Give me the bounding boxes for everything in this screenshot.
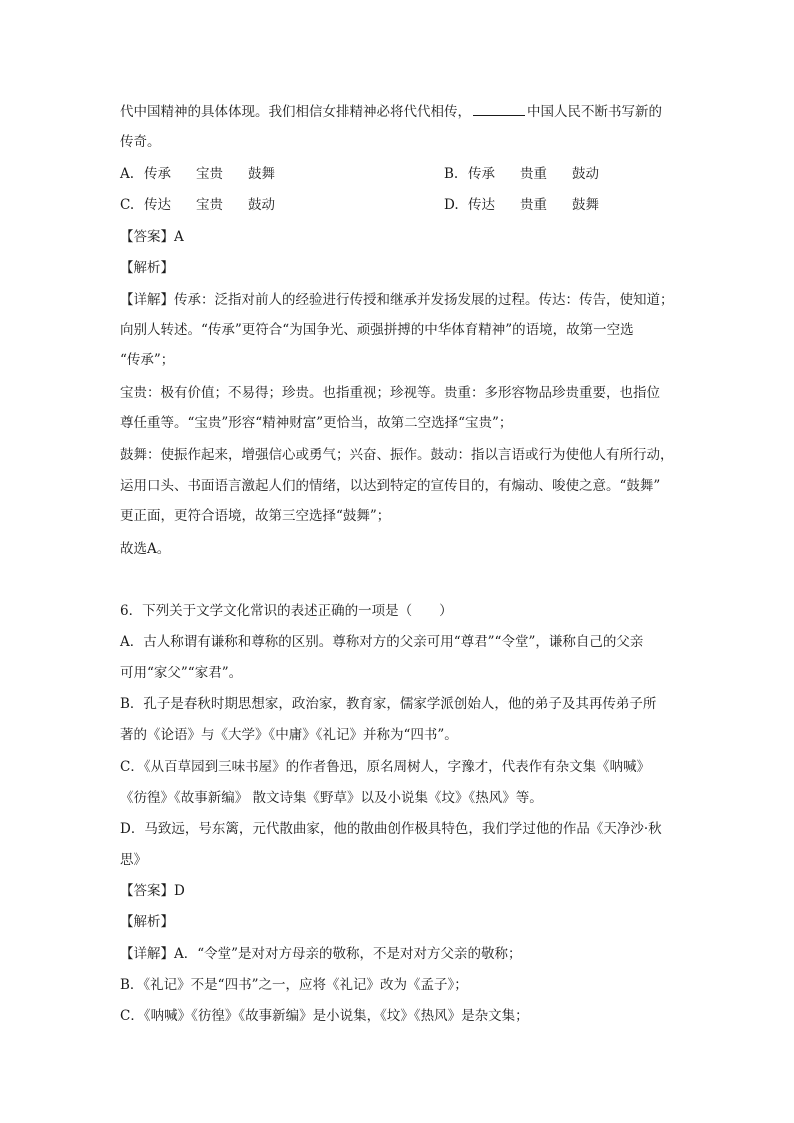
q5-answer: 【答案】A — [120, 229, 184, 245]
q5-option-a: A. 传承 宝贵 鼓舞 — [120, 166, 275, 182]
q5-detail-line: “传承”； — [120, 352, 175, 368]
q5-stem-text-a: 代中国精神的具体体现。我们相信女排精神必将代代相传， — [120, 104, 471, 120]
q6-option-line: 可用“家父”“家君”。 — [120, 665, 243, 681]
q6-detail-line: B．《礼记》不是“四书”之一，应将《礼记》改为《孟子》； — [120, 977, 468, 993]
q5-detail-line: 【详解】传承：泛指对前人的经验进行传授和继承并发扬发展的过程。传达：传告，使知道； — [120, 292, 674, 308]
q6-option-line: 思》 — [120, 852, 147, 868]
q5-stem-line-1 — [120, 101, 662, 122]
q6-detail-line: 【详解】A．“令堂”是对对方母亲的敬称，不是对对方父亲的敬称； — [120, 946, 522, 962]
q6-option-line: B．孔子是春秋时期思想家，政治家，教育家，儒家学派创始人，他的弟子及其再传弟子所 — [120, 696, 657, 712]
q5-option-b: B. 传承 贵重 鼓动 — [444, 166, 599, 182]
answer-blank — [473, 101, 525, 116]
q5-option-d: D. 传达 贵重 鼓舞 — [444, 197, 599, 213]
q5-detail-line: 鼓舞：使振作起来，增强信心或勇气；兴奋、振作。鼓动：指以言语或行为使他人有所行动， — [120, 447, 674, 463]
q6-option-line: A．古人称谓有谦称和尊称的区别。尊称对方的父亲可用“尊君”“令堂”，谦称自己的父亲 — [120, 634, 644, 650]
q6-option-line: 著的《论语》与《大学》《中庸》《礼记》并称为“四书”。 — [120, 727, 458, 743]
q5-detail-line: 运用口头、书面语言激起人们的情绪，以达到特定的宣传目的，有煽动、唆使之意。“鼓舞” — [120, 478, 661, 494]
q6-analysis-label: 【解析】 — [120, 914, 174, 930]
q6-stem: 6．下列关于文学文化常识的表述正确的一项是（ ） — [120, 603, 453, 619]
q5-stem-text-b: 中国人民不断书写新的 — [527, 104, 662, 120]
q5-stem-line-2: 传奇。 — [120, 134, 161, 150]
q6-answer: 【答案】D — [120, 883, 185, 899]
q5-analysis-label: 【解析】 — [120, 260, 174, 276]
q6-detail-line: C．《呐喊》《彷徨》《故事新编》是小说集，《坟》《热风》是杂文集； — [120, 1008, 529, 1024]
q5-detail-line: 故选A。 — [120, 541, 171, 557]
q5-detail-line: 向别人转述。“传承”更符合“为国争光、顽强拼搏的中华体育精神”的语境，故第一空选 — [120, 322, 634, 338]
q6-option-line: C．《从百草园到三味书屋》的作者鲁迅，原名周树人，字豫才，代表作有杂文集《呐喊》 — [120, 759, 651, 775]
q5-option-c: C. 传达 宝贵 鼓动 — [120, 197, 275, 213]
q6-option-line: 《彷徨》《故事新编》 散文诗集《野草》以及小说集《坟》《热风》等。 — [120, 790, 543, 806]
q5-detail-line: 更正面，更符合语境，故第三空选择“鼓舞”； — [120, 508, 391, 524]
q6-option-line: D．马致远，号东篱，元代散曲家，他的散曲创作极具特色，我们学过他的作品《天净沙·秋 — [120, 821, 662, 837]
q5-detail-line: 宝贵：极有价值；不易得；珍贵。也指重视；珍视等。贵重：多形容物品珍贵重要，也指位 — [120, 385, 660, 401]
q5-detail-line: 尊任重等。“宝贵”形容“精神财富”更恰当，故第二空选择“宝贵”； — [120, 415, 513, 431]
